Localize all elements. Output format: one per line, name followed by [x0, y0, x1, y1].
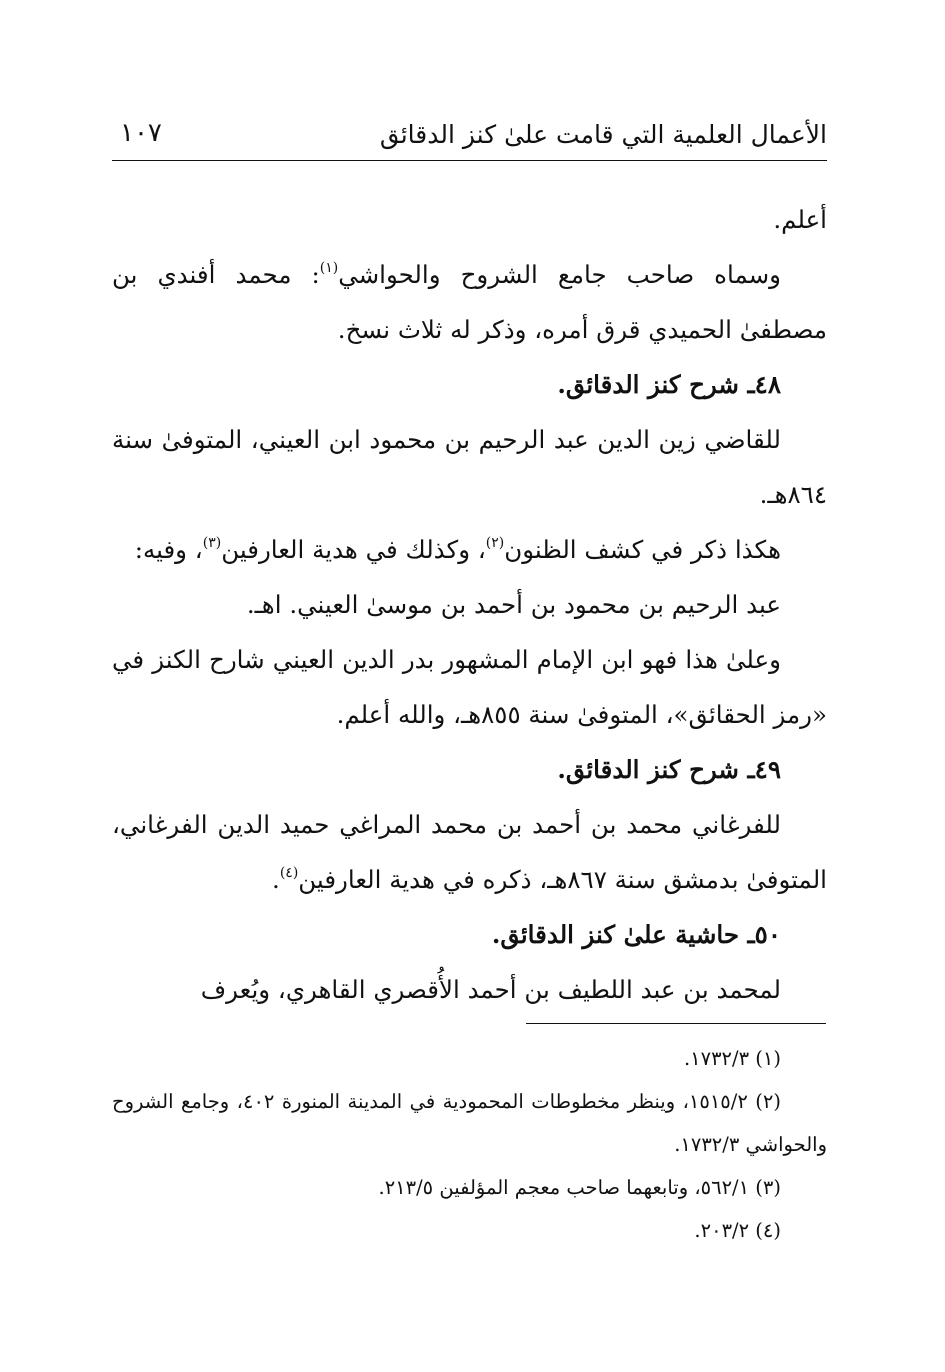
paragraph-2 [112, 247, 827, 357]
paragraph-2-text: وسماه صاحب جامع الشروح والحواشي [338, 260, 782, 289]
paragraph-7-text: للفرغاني محمد بن أحمد بن محمد المراغي حميد الدين الفرغاني، المتوفىٰ بدمشق سنة ٨٦٧هـ، ذكره في هدية العارفين [112, 810, 827, 894]
header-title: الأعمال العلمية التي قامت علىٰ كنز الدقائق [379, 120, 827, 149]
paragraph-2-rest: : محمد أفندي بن مصطفىٰ الحميدي قرق أمره، وذكر له ثلاث نسخ. [112, 260, 827, 344]
footnotes [112, 1037, 827, 1252]
page-number: ١٠٧ [120, 118, 162, 148]
footnote-2: (٢) ١٥١٥/٢، وينظر مخطوطات المحمودية في المدينة المنورة ٤٠٢، وجامع الشروح والحواشي ١٧٣٢/٣. [112, 1090, 827, 1156]
paragraph-5: عبد الرحيم بن محمود بن أحمد بن موسىٰ العيني. اهـ. [246, 590, 781, 619]
footnote-3: (٣) ٥٦٢/١، وتابعهما صاحب معجم المؤلفين ٢١٣/٥. [378, 1176, 781, 1199]
paragraph-6: وعلىٰ هذا فهو ابن الإمام المشهور بدر الدين العيني شارح الكنز في «رمز الحقائق»، المتوفىٰ سنة ٨٥٥هـ، والله أعلم. [112, 645, 827, 729]
footnote-1: (١) ١٧٣٢/٣. [683, 1047, 781, 1070]
footnote-4: (٤) ٢٠٣/٢. [694, 1219, 781, 1242]
header-divider [112, 160, 827, 161]
main-text [112, 192, 827, 1017]
heading-50: ٥٠ـ حاشية علىٰ كنز الدقائق. [491, 920, 781, 949]
footnote-ref-3: (٣) [202, 535, 222, 551]
paragraph-3: للقاضي زين الدين عبد الرحيم بن محمود ابن العيني، المتوفىٰ سنة ٨٦٤هـ. [112, 425, 827, 509]
paragraph-4-a: هكذا ذكر في كشف الظنون [504, 535, 781, 564]
footnote-divider [526, 1023, 826, 1024]
paragraph-4-b: ، وكذلك في هدية العارفين [221, 535, 486, 564]
paragraph-7 [112, 797, 827, 907]
heading-49: ٤٩ـ شرح كنز الدقائق. [557, 755, 781, 784]
paragraph-8: لمحمد بن عبد اللطيف بن أحمد الأُقصري القاهري، ويُعرف [200, 975, 781, 1004]
paragraph-7-end: . [272, 865, 280, 894]
paragraph-4 [112, 522, 827, 577]
paragraph-1: أعلم. [773, 205, 827, 234]
heading-48: ٤٨ـ شرح كنز الدقائق. [557, 370, 781, 399]
footnote-ref-2: (٢) [485, 535, 505, 551]
running-header [112, 112, 827, 158]
paragraph-4-c: ، وفيه: [134, 535, 203, 564]
footnote-ref-1: (١) [319, 260, 339, 276]
footnote-ref-4: (٤) [279, 865, 299, 881]
